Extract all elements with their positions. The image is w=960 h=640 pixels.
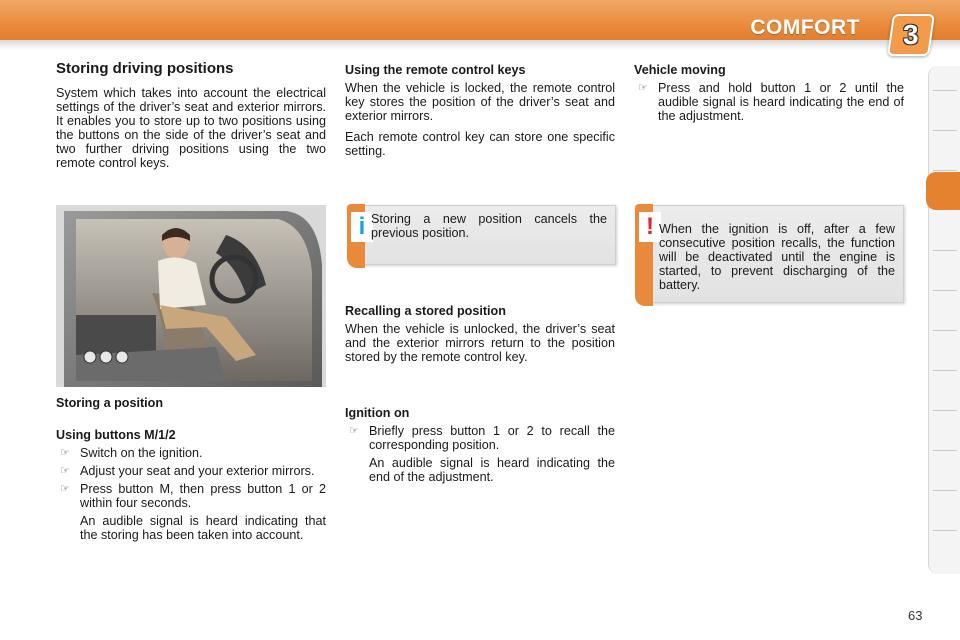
pointing-hand-icon: ☞	[60, 483, 70, 495]
driver-seat-photo	[56, 205, 326, 387]
right-column	[634, 63, 904, 127]
warning-text: When the ignition is off, after a few consecutive position recalls, the function will be deactivated until the engine is started, to prevent discharging of the battery.	[659, 222, 895, 292]
storing-heading: Storing a position	[56, 396, 164, 410]
pointing-hand-icon: ☞	[60, 465, 70, 477]
audible-note: An audible signal is heard indicating that the storing has been taken into account.	[80, 514, 326, 542]
pointing-hand-icon: ☞	[349, 425, 359, 437]
tab-divider	[933, 290, 957, 291]
chapter-number: 3	[903, 19, 919, 50]
tab-divider	[933, 90, 957, 91]
pointing-hand-icon: ☞	[60, 447, 70, 459]
step-item	[56, 464, 326, 478]
remote-paragraph: When the vehicle is locked, the remote control key stores the position of the driver’s seat and exterior mirrors.	[345, 81, 615, 123]
tab-divider	[933, 250, 957, 251]
info-box	[358, 205, 616, 265]
storing-section	[56, 396, 326, 546]
tab-divider	[933, 450, 957, 451]
step-text: Press and hold button 1 or 2 until the audible signal is heard indicating the end of the adjustment.	[658, 81, 904, 123]
tab-divider	[933, 530, 957, 531]
info-icon: i	[351, 212, 373, 242]
intro-paragraph: System which takes into account the electrical settings of the driver’s seat and exterior mirrors. It enables you to store up to two positions using the buttons on the side of the driver’s seat and two further driving positions using the two remote control keys.	[56, 86, 326, 170]
ignition-note: An audible signal is heard indicating the end of the adjustment.	[369, 456, 615, 484]
page-number: 63	[908, 608, 923, 623]
recall-section	[345, 304, 615, 371]
step-text: Press button M, then press button 1 or 2 within four seconds.	[80, 482, 326, 510]
remote-paragraph: Each remote control key can store one specific setting.	[345, 130, 615, 158]
chapter-title: COMFORT	[750, 16, 860, 39]
step-item	[56, 446, 326, 460]
step-text: Switch on the ignition.	[80, 446, 203, 460]
pointing-hand-icon: ☞	[638, 82, 648, 94]
header-shadow	[0, 40, 960, 50]
section-heading: Storing driving positions	[56, 60, 234, 77]
ignition-section	[345, 406, 615, 488]
warning-icon: !	[639, 212, 661, 242]
chapter-tab-active[interactable]	[926, 172, 960, 210]
moving-heading: Vehicle moving	[634, 63, 726, 77]
info-text: Storing a new position cancels the previous position.	[371, 212, 607, 240]
ignition-heading: Ignition on	[345, 406, 410, 420]
tab-divider	[933, 370, 957, 371]
recall-heading: Recalling a stored position	[345, 304, 506, 318]
recall-paragraph: When the vehicle is unlocked, the driver’s seat and the exterior mirrors return to the position stored by the remote control key.	[345, 322, 615, 364]
step-item	[56, 482, 326, 510]
buttons-heading: Using buttons M/1/2	[56, 428, 176, 442]
tab-divider	[933, 130, 957, 131]
tab-divider	[933, 330, 957, 331]
remote-heading: Using the remote control keys	[345, 63, 526, 77]
step-text: Briefly press button 1 or 2 to recall the corresponding position.	[369, 424, 615, 452]
chapter-number-badge	[887, 14, 935, 56]
left-column	[56, 62, 326, 177]
tab-divider	[933, 410, 957, 411]
chapter-tab-rail	[928, 66, 960, 574]
step-item	[634, 81, 904, 123]
middle-column	[345, 63, 615, 165]
tab-divider	[933, 490, 957, 491]
tab-divider	[933, 170, 957, 171]
warning-box	[646, 205, 904, 303]
step-text: Adjust your seat and your exterior mirrors.	[80, 464, 315, 478]
step-item	[345, 424, 615, 452]
